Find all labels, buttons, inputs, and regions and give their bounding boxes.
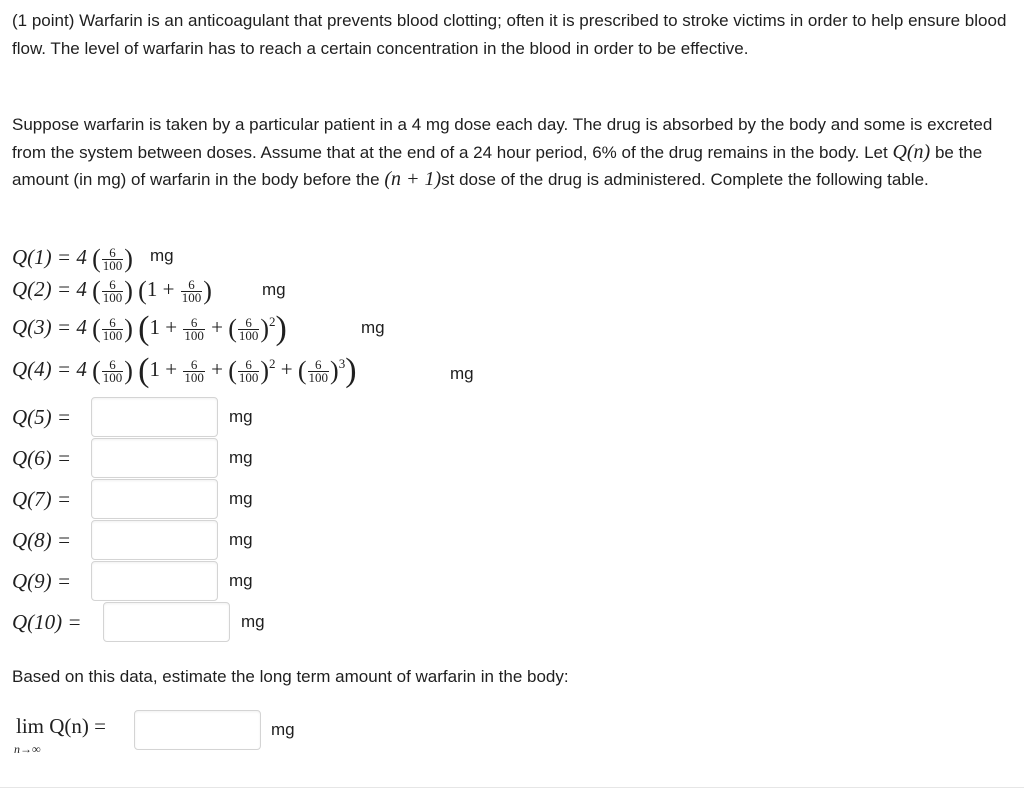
q3-formula: Q(3) = 4 ( $\frac{6}{100}$ ) (1 + $\frac{6}{100}$ + ( $\frac{6}{100}$ )$^2$): [12, 310, 287, 347]
row-q4: [12, 352, 532, 392]
q2-unit: mg: [262, 280, 286, 299]
long-term-prompt: Based on this data, estimate the long term amount of warfarin in the body:: [12, 667, 569, 686]
limit-answer-input[interactable]: [134, 710, 261, 750]
limit-subscript: n→∞: [14, 742, 41, 756]
q5-unit: mg: [229, 407, 253, 426]
row-q10: [12, 602, 312, 642]
q10-unit: mg: [241, 612, 265, 631]
limit-expression: [12, 708, 132, 760]
setup-text-2: be the amount (in mg) of warfarin in the body before the: [12, 142, 983, 189]
q9-answer-input[interactable]: [91, 561, 218, 601]
q4-label: Q(4) = 4: [12, 356, 87, 381]
q2-formula: Q(2) = 4 ( $\frac{6}{100}$ ) (1 + $\frac{6}{100}$ ): [12, 276, 212, 305]
q2-label: Q(2) = 4: [12, 276, 87, 301]
q9-label: Q(9) =: [12, 569, 72, 593]
q1-formula: Q(1) = 4 ( $\frac{6}{100}$ ): [12, 244, 133, 273]
row-q7: [12, 479, 312, 519]
limit-unit: mg: [271, 720, 295, 739]
q6-unit: mg: [229, 448, 253, 467]
q5-answer-input[interactable]: [91, 397, 218, 437]
row-q3: [12, 310, 432, 350]
q7-unit: mg: [229, 489, 253, 508]
q9-unit: mg: [229, 571, 253, 590]
q4-unit: mg: [450, 364, 474, 383]
q7-label: Q(7) =: [12, 487, 72, 511]
row-q5: [12, 397, 312, 437]
intro-paragraph: (1 point) Warfarin is an anticoagulant that prevents blood clotting; often it is prescribed to stroke victims in order to help ensure blood flow. The level of warfarin has to reach a certain concentration in the blood in order to be effective.: [12, 11, 1007, 58]
q8-unit: mg: [229, 530, 253, 549]
q10-label: Q(10) =: [12, 610, 82, 634]
row-q8: [12, 520, 312, 560]
q7-answer-input[interactable]: [91, 479, 218, 519]
row-q2: [12, 274, 412, 314]
q5-label: Q(5) =: [12, 405, 72, 429]
setup-text-1: Suppose warfarin is taken by a particular patient in a 4 mg dose each day. The drug is absorbed by the body and some is excreted from the system between doses. Assume that at the end of a 24 hour period, 6% of the drug remains in the body. Let: [12, 115, 993, 162]
q6-answer-input[interactable]: [91, 438, 218, 478]
setup-paragraph: [12, 111, 1012, 194]
setup-n-plus-1: (n + 1): [384, 168, 442, 190]
row-q9: [12, 561, 312, 601]
q1-unit: mg: [150, 246, 174, 265]
q8-answer-input[interactable]: [91, 520, 218, 560]
setup-qn: Q(n): [892, 140, 931, 163]
bottom-divider: [0, 787, 1024, 788]
q4-formula: Q(4) = 4 ( $\frac{6}{100}$ ) (1 + $\frac{6}{100}$ + ( $\frac{6}{100}$ )$^2$ + ( $\frac{6}{100}$ )$^3$): [12, 352, 357, 389]
q1-label: Q(1) = 4: [12, 244, 87, 269]
q3-unit: mg: [361, 318, 385, 337]
q6-label: Q(6) =: [12, 446, 72, 470]
q8-label: Q(8) =: [12, 528, 72, 552]
q3-label: Q(3) = 4: [12, 314, 87, 339]
limit-label: lim Q(n) =: [16, 714, 106, 738]
q10-answer-input[interactable]: [103, 602, 230, 642]
fraction: $\frac{6}{100}$: [102, 244, 123, 273]
setup-text-3: st dose of the drug is administered. Complete the following table.: [441, 170, 929, 189]
row-q6: [12, 438, 312, 478]
